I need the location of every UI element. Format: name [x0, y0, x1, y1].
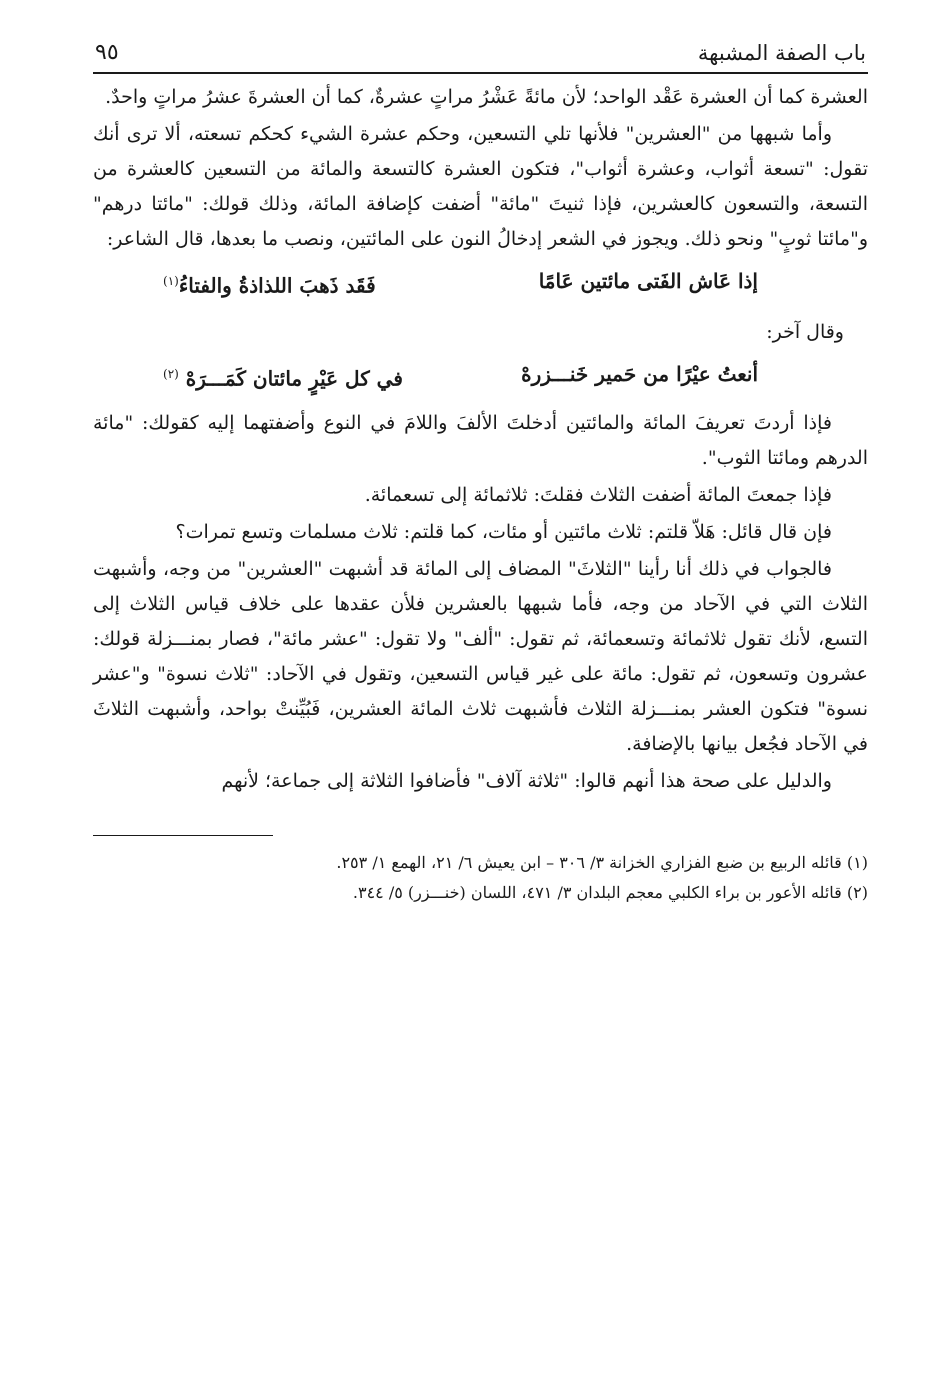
footnote-ref-2: (٢) — [163, 366, 179, 381]
verse-1-second-hemistich — [163, 259, 376, 308]
paragraph-6: فالجواب في ذلك أنا رأينا "الثلاثَ" المضاف إلى المائة قد أشبهت "العشرين" من وجه، وأشبهت الثلاث التي في الآحاد من وجه، فأما شبهها بالعشرين فلأن عقدها على خلاف قياس الثلاث إلى التسع، لأنك تقول ثلاثمائة وتسعمائة، ثم تقول: "ألف" ولا تقول: "عشر مائة"، فصار بمنـــزلة قولك: عشرون وتسعون، ثم تقول: مائة على غير قياس التسعين، وتقول في الآحاد: "ثلاث نسوة" و"عشر نسوة" فتكون العشر بمنـــزلة الثلاث فأشبهت ثلاث المائة العشرين، فَبُيِّنتْ بواحد، وأشبهت الثلاثَ في الآحاد فجُعل بيانها بالإضافة. — [93, 558, 868, 756]
running-header — [93, 28, 868, 74]
paragraph-2: وأما شبهها من "العشرين" فلأنها تلي التسعين، وحكم عشرة الشيء كحكم تسعته، ألا ترى أنك تقول: "تسعة أثواب، وعشرة أثواب"، فتكون العشرة كالتسعة والمائة من التسعين كالعشرة من التسعة، والتسعون كالعشرين، فإذا ثنيتَ "مائة" أضفت كإضافة المائة، وذلك قولك: "مائتا درهم" و"مائتا ثوبٍ" ونحو ذلك. ويجوز في الشعر إدخالُ النون على المائتين، ونصب ما بعدها، قال الشاعر: — [93, 123, 868, 250]
paragraph-5: فإن قال قائل: هَلاّ قلتم: ثلاث مائتين أو مئات، كما قلتم: ثلاث مسلمات وتسع تمرات؟ — [175, 521, 832, 544]
verse-1 — [93, 259, 868, 308]
verse-1-first-hemistich: إذا عَاش الفَتى مائتين عَامًا — [538, 269, 758, 293]
footnote-1: (١) قائله الربيع بن ضبع الفزاري الخزانة ٣/ ٣٠٦ – ابن يعيش ٦/ ٢١، الهمع ١/ ٢٥٣. — [336, 853, 868, 873]
verse-1-second-text: فَقَد ذَهبَ اللذاذةُ والفتاءُ — [178, 273, 376, 298]
verse-2 — [93, 352, 868, 401]
paragraph-4: فإذا جمعتَ المائة أضفت الثلاث فقلتَ: ثلاثمائة إلى تسعمائة. — [364, 484, 832, 507]
page-number: ٩٥ — [95, 40, 119, 65]
verse-2-second-hemistich — [163, 352, 403, 401]
footnote-ref-1: (١) — [163, 274, 179, 288]
main-text — [93, 74, 868, 799]
paragraph-3: فإذا أردتَ تعريفَ المائة والمائتين أدخلتَ الألفَ واللامَ في النوع وأضفتهما إليه كقولك: "مائة الدرهم ومائتا الثوب". — [93, 412, 868, 470]
verse-2-first-hemistich: أنعتُ عيْرًا من حَمير خَنـــزرهْ — [521, 361, 758, 386]
book-page — [93, 28, 868, 908]
paragraph-7: والدليل على صحة هذا أنهم قالوا: "ثلاثة آلاف" فأضافوا الثلاثة إلى جماعة؛ لأنهم — [221, 770, 832, 793]
footnotes — [93, 848, 868, 908]
footnote-2: (٢) قائله الأعور بن براء الكلبي معجم البلدان ٣/ ٤٧١، اللسان (خنـــزر) ٥/ ٣٤٤. — [352, 883, 868, 903]
verse-2-second-text: في كل عَيْرٍ مائتان كَمَـــرَهْ — [185, 366, 403, 391]
footnote-divider — [93, 835, 273, 836]
paragraph-1: العشرة كما أن العشرة عَقْد الواحد؛ لأن مائةً عَشْرُ مراتٍ عشرةٌ، كما أن العشرةَ عشرُ مراتٍ واحدٌ. — [105, 86, 868, 108]
chapter-title: باب الصفة المشبهة — [697, 41, 866, 65]
poet-cue: وقال آخر: — [766, 320, 844, 343]
